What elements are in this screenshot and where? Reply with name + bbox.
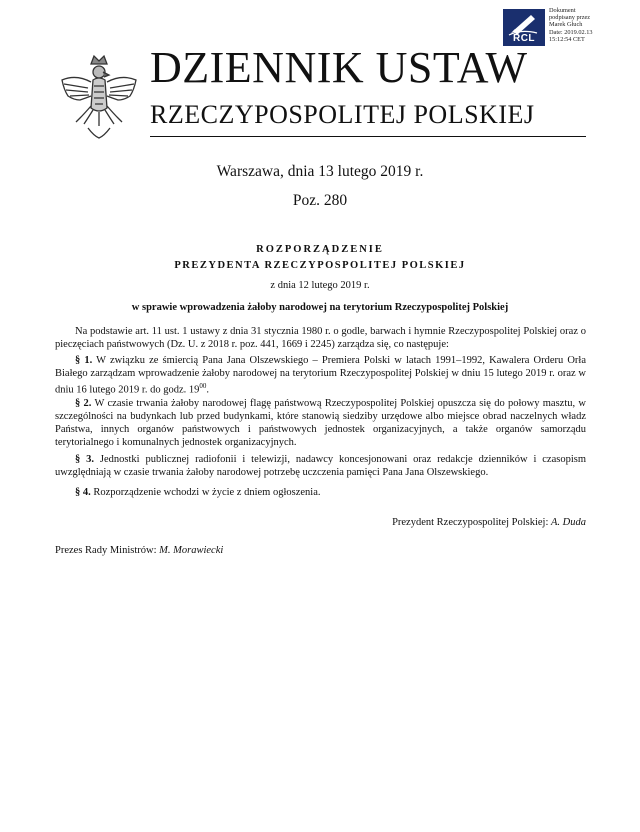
- act-issuer: PREZYDENTA RZECZYPOSPOLITEJ POLSKIEJ: [174, 260, 466, 271]
- signature-line: podpisany przez: [549, 14, 591, 22]
- paragraph-text: Rozporządzenie wchodzi w życie z dniem ogłoszenia.: [90, 487, 321, 498]
- paragraph-number: § 1.: [75, 355, 93, 366]
- gazette-title: DZIENNIK USTAW: [150, 43, 528, 92]
- paragraph-1: [55, 354, 586, 397]
- president-label: Prezydent Rzeczypospolitej Polskiej:: [392, 517, 551, 528]
- paragraph-number: § 2.: [75, 398, 92, 409]
- president-signature: [392, 517, 586, 528]
- act-date: z dnia 12 lutego 2019 r.: [270, 280, 370, 291]
- publication-position: Poz. 280: [292, 192, 348, 209]
- digital-signature-info: [549, 7, 639, 43]
- paragraph-text-end: .: [206, 384, 209, 396]
- prime-minister-signature: [55, 545, 223, 556]
- president-name: A. Duda: [551, 517, 586, 528]
- paragraph-2: [55, 397, 586, 449]
- rcl-logo: [503, 9, 545, 46]
- preamble: Na podstawie art. 11 ust. 1 ustawy z dnia 31 stycznia 1980 r. o godle, barwach i hymnie Rzeczypospolitej Polskiej oraz o pieczęciach państwowych (Dz. U. z 2018 r. poz. 441, 1669 i 2245) zarządza się, co następuje:: [55, 326, 586, 350]
- publication-place-date: Warszawa, dnia 13 lutego 2019 r.: [216, 163, 424, 180]
- paragraph-text: W związku ze śmiercią Pana Jana Olszewskiego – Premiera Polski w latach 1991–1992, Kawalera Orderu Orła Białego zarządzam wprowadzenie żałoby narodowej na terytorium Rzeczypospolitej Polskiej w dniu 15 lutego 2019 r. oraz w dniu 16 lutego 2019 r. do godz. 19: [55, 355, 587, 396]
- signature-line: Marek Głuch: [549, 21, 583, 29]
- paragraph-number: § 4.: [75, 487, 91, 498]
- gazette-subtitle: RZECZYPOSPOLITEJ POLSKIEJ: [150, 100, 535, 129]
- polish-eagle-icon: [58, 52, 140, 142]
- paragraph-superscript: 00: [199, 382, 207, 390]
- paragraph-3: [55, 453, 586, 479]
- pm-name: M. Morawiecki: [159, 545, 224, 556]
- paragraph-4: [55, 486, 586, 499]
- signature-line: Date: 2019.02.13: [549, 28, 593, 36]
- paragraph-text: Jednostki publicznej radiofonii i telewizji, nadawcy koncesjonowani oraz redakcje dzienników i czasopism uwzględniają w czasie trwania żałoby narodowej potrzebę uczczenia pamięci Pana Jana Olszewskiego.: [55, 454, 587, 478]
- act-type: ROZPORZĄDZENIE: [256, 244, 384, 255]
- pm-label: Prezes Rady Ministrów:: [55, 545, 160, 556]
- act-subject: w sprawie wprowadzenia żałoby narodowej na terytorium Rzeczypospolitej Polskiej: [131, 302, 509, 313]
- paragraph-text: W czasie trwania żałoby narodowej flagę państwową Rzeczypospolitej Polskiej opuszcza się do połowy masztu, w szczególności na budynkach lub przed budynkami, które stanowią siedziby urzędowe albo miejsce obrad naczelnych władz Państwa, innych organów państwowych i państwowych jednostek organizacyjnych, a także organów samorządu terytorialnego i komunalnych jednostek organizacyjnych.: [55, 398, 586, 448]
- signature-line: 15:12:54 CET: [549, 35, 585, 43]
- title-divider: [150, 136, 586, 137]
- paragraph-number: § 3.: [75, 454, 95, 465]
- rcl-logo-text: RCL: [512, 33, 536, 44]
- signature-line: Dokument: [549, 7, 576, 14]
